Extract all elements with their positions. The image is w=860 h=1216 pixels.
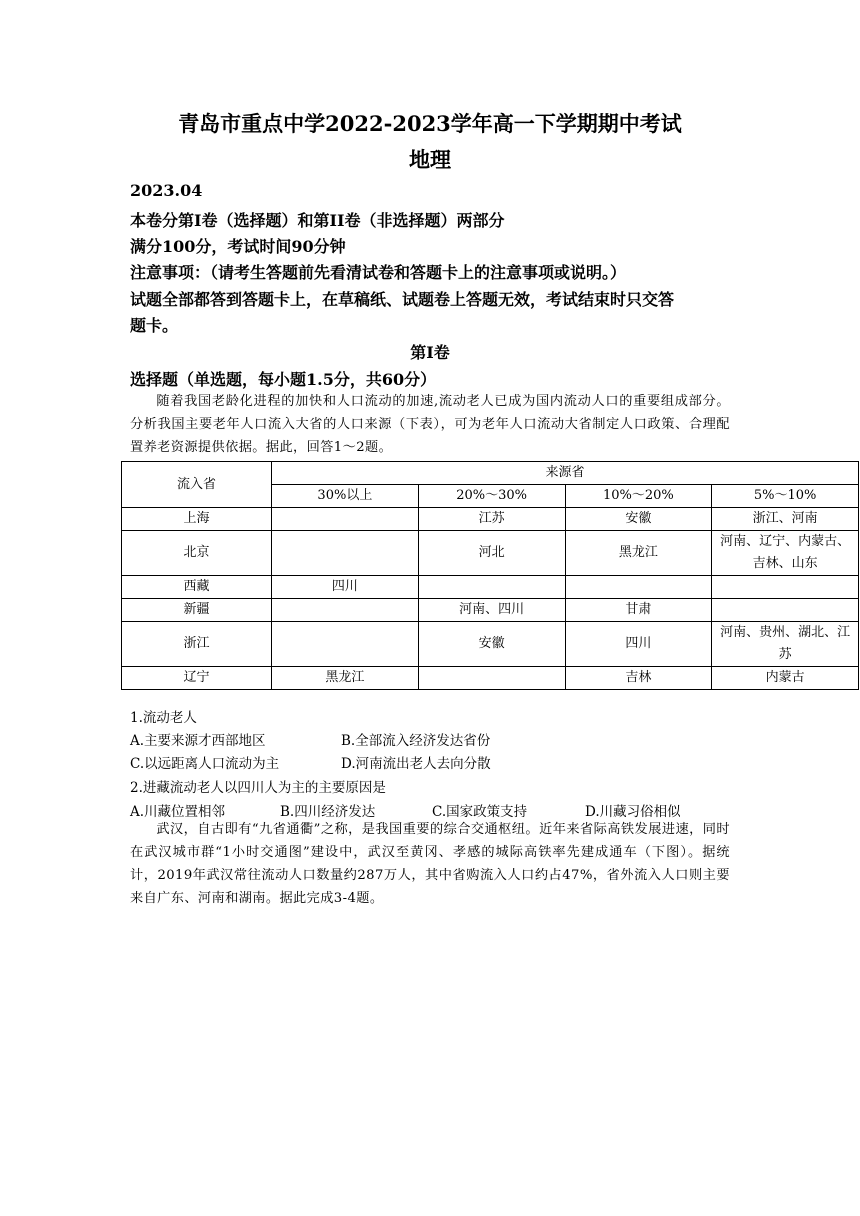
- exam-answer-rule: 试题全部都答到答题卡上，在草稿纸、试题卷上答题无效，考试结束时只交答: [130, 290, 675, 309]
- option-b[interactable]: B.四川经济发达: [280, 804, 376, 820]
- table-cell-province: 辽宁: [122, 667, 272, 690]
- table-row: [122, 531, 859, 576]
- table-row: [122, 576, 859, 599]
- table-cell: 安徽: [565, 508, 712, 531]
- table-cell-province: 北京: [122, 531, 272, 576]
- exam-subject: 地理: [409, 147, 451, 172]
- exam-structure-note: 本卷分第Ⅰ卷（选择题）和第II卷（非选择题）两部分: [130, 211, 505, 230]
- table-cell: [712, 576, 859, 599]
- table-band: 10%～20%: [565, 485, 712, 508]
- table-cell: [272, 508, 419, 531]
- table-cell: 内蒙古: [712, 667, 859, 690]
- option-a[interactable]: A.主要来源才西部地区: [130, 733, 266, 749]
- option-c[interactable]: C.以远距离人口流动为主: [130, 756, 280, 772]
- table-cell: [418, 667, 565, 690]
- table-header-row: [122, 462, 859, 485]
- table-band: 20%～30%: [418, 485, 565, 508]
- table-header-province: 流入省: [122, 462, 272, 508]
- exam-score-time: 满分100分，考试时间90分钟: [130, 237, 346, 256]
- table-cell: 甘肃: [565, 599, 712, 622]
- table-row: [122, 622, 859, 667]
- table-cell-province: 西藏: [122, 576, 272, 599]
- table-cell: [418, 576, 565, 599]
- table-cell: [272, 531, 419, 576]
- table-row: [122, 599, 859, 622]
- passage-elderly-migration: 随着我国老龄化进程的加快和人口流动的加速,流动老人已成为国内流动人口的重要组成部分。分析我国主要老年人口流入大省的人口来源（下表），可为老年人口流动大省制定人口政策、合理配置养老资源提供依据。据此，回答1～2题。: [130, 394, 730, 455]
- table-cell: 河南、辽宁、内蒙古、吉林、山东: [712, 531, 859, 576]
- table-cell: 四川: [272, 576, 419, 599]
- option-d[interactable]: D.河南流出老人去向分散: [341, 756, 491, 772]
- table-cell: 江苏: [418, 508, 565, 531]
- question-2-stem: 2.进藏流动老人以四川人为主的主要原因是: [130, 780, 386, 796]
- section-instruction: 选择题（单选题，每小题1.5分，共60分）: [130, 370, 437, 389]
- table-cell: [272, 622, 419, 667]
- exam-date: 2023.04: [130, 181, 203, 200]
- table-band: 5%～10%: [712, 485, 859, 508]
- table-row: [122, 667, 859, 690]
- exam-notice: 注意事项：（请考生答题前先看清试卷和答题卡上的注意事项或说明。）: [130, 263, 627, 282]
- table-row: [122, 508, 859, 531]
- table-cell-province: 新疆: [122, 599, 272, 622]
- option-a[interactable]: A.川藏位置相邻: [130, 804, 226, 820]
- table-cell: 黑龙江: [272, 667, 419, 690]
- table-cell: 黑龙江: [565, 531, 712, 576]
- elderly-migration-table: [121, 461, 859, 690]
- table-header-source: 来源省: [272, 462, 859, 485]
- table-cell: 浙江、河南: [712, 508, 859, 531]
- table-cell: 河北: [418, 531, 565, 576]
- table-band: 30%以上: [272, 485, 419, 508]
- section-title: 第Ⅰ卷: [410, 343, 450, 362]
- table-cell-province: 上海: [122, 508, 272, 531]
- exam-answer-rule-cont: 题卡。: [130, 316, 179, 335]
- table-cell: [712, 599, 859, 622]
- table-cell: 四川: [565, 622, 712, 667]
- table-cell: [272, 599, 419, 622]
- question-1-stem: 1.流动老人: [130, 710, 197, 726]
- passage-wuhan-transport: 武汉，自古即有“九省通衢”之称，是我国重要的综合交通枢纽。近年来省际高铁发展进速，同时在武汉城市群“1小时交通图”建设中，武汉至黄冈、孝感的城际高铁率先建成通车（下图）。据统计，2019年武汉常往流动人口数量约287万人，其中省购流入人口约占47%，省外流入人口则主要来自广东、河南和湖南。据此完成3-4题。: [130, 822, 730, 906]
- option-b[interactable]: B.全部流入经济发达省份: [341, 733, 491, 749]
- option-d[interactable]: D.川藏习俗相似: [585, 804, 681, 820]
- table-cell: 吉林: [565, 667, 712, 690]
- option-c[interactable]: C.国家政策支持: [432, 804, 528, 820]
- table-cell: 河南、贵州、湖北、江苏: [712, 622, 859, 667]
- table-cell: 安徽: [418, 622, 565, 667]
- table-cell: [565, 576, 712, 599]
- table-cell-province: 浙江: [122, 622, 272, 667]
- exam-title: 青岛市重点中学2022-2023学年高一下学期期中考试: [178, 111, 682, 136]
- table-cell: 河南、四川: [418, 599, 565, 622]
